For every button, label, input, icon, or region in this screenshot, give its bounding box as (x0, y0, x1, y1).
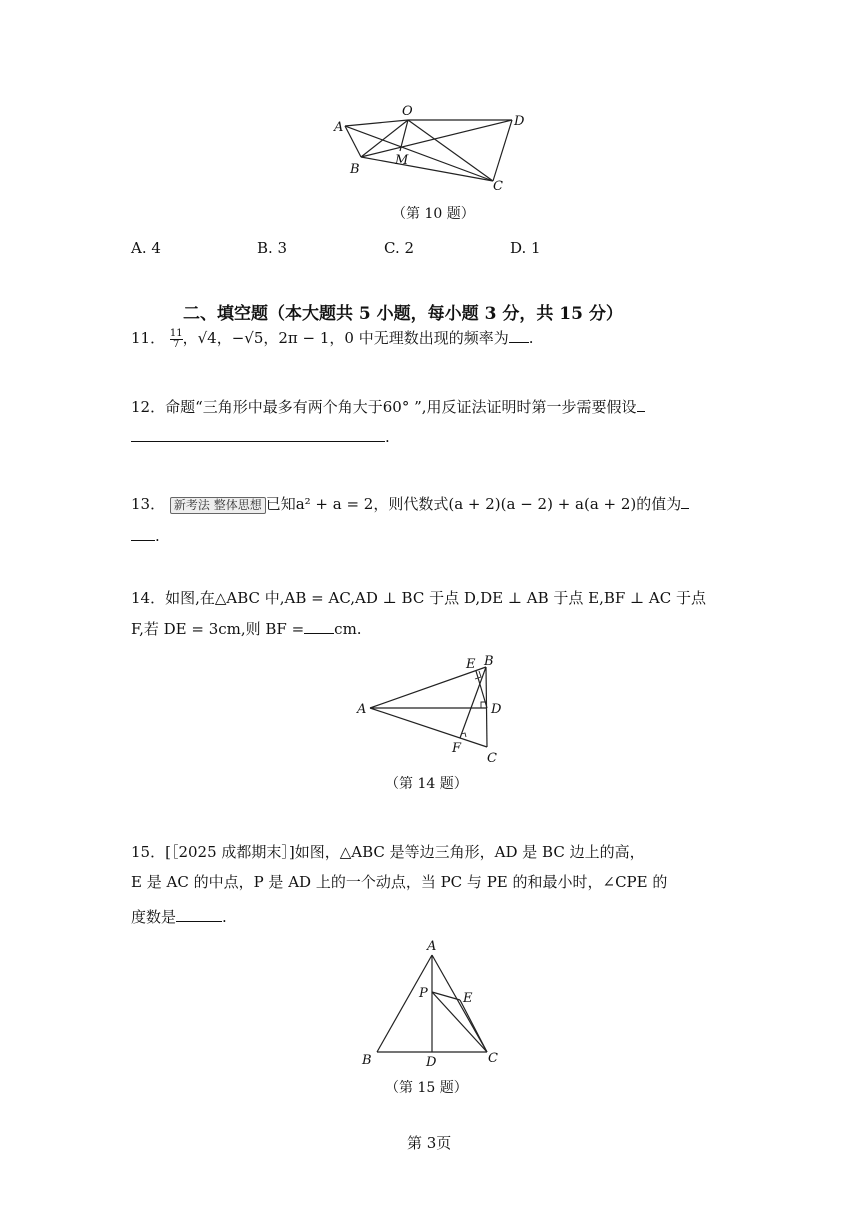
fig14-label-D: D (491, 702, 502, 717)
fig15-label-C: C (488, 1051, 498, 1066)
fig15-label-A: A (427, 939, 437, 954)
q14-answer-blank[interactable] (304, 619, 334, 634)
fig14-caption: （第 14 题） (385, 776, 468, 792)
fig10-caption: （第 10 题） (392, 206, 475, 222)
q10-option-b: B. 3 (257, 239, 288, 257)
q13-line2: . (131, 526, 160, 546)
q13-answer-blank-1[interactable] (681, 494, 689, 509)
q11-text: ，√4，−√5，2π − 1，0 中无理数出现的频率为 (182, 329, 509, 347)
question-11: 11． $\frac{11}{7}$ ，√4，−√5，2π − 1，0 中无理数出现的频率为 . (131, 327, 534, 350)
fig10-label-C: C (493, 179, 503, 194)
q13-number: 13． (131, 495, 166, 513)
q12-number: 12． (131, 398, 166, 416)
q15-line1: [［2025 成都期末］]如图，△ABC 是等边三角形，AD 是 BC 边上的高， (165, 843, 645, 861)
q11-number: 11． (131, 329, 166, 347)
q12-text: 命题“三角形中最多有两个角大于60° ”,用反证法证明时第一步需要假设 (165, 398, 637, 416)
question-13 (131, 494, 689, 514)
q12-answer-blank-2[interactable] (131, 427, 385, 442)
fig14-label-A: A (357, 702, 367, 717)
fig14-label-B: B (484, 654, 494, 669)
fig14-label-C: C (487, 751, 497, 765)
q15-line2: E 是 AC 的中点，P 是 AD 上的一个动点，当 PC 与 PE 的和最小时，∠CPE 的 (131, 873, 668, 891)
q14-line1: 如图,在△ABC 中,AB = AC,AD ⊥ BC 于点 D,DE ⊥ AB 于点 E,BF ⊥ AC 于点 (165, 589, 707, 607)
q11-fraction: $\frac{11}{7}$ (169, 327, 183, 350)
q10-option-d: D. 1 (510, 239, 541, 257)
question-15 (131, 842, 645, 862)
fig10-label-A: A (334, 120, 344, 135)
q12-line2: . (131, 427, 390, 447)
q10-option-c: C. 2 (384, 239, 415, 257)
fig15-label-P: P (419, 986, 428, 1001)
q14-line2: F,若 DE = 3cm,则 BF = cm. (131, 620, 362, 638)
figure-14 (350, 650, 510, 765)
q15-answer-blank[interactable] (176, 907, 222, 922)
q14-number: 14． (131, 589, 166, 607)
fig15-label-B: B (362, 1053, 372, 1068)
figure-15 (355, 935, 505, 1075)
q13-badge: 新考法 整体思想 (170, 497, 266, 514)
page-number: 第 3页 (407, 1134, 452, 1152)
question-12 (131, 397, 645, 417)
fig10-label-B: B (350, 162, 360, 177)
figure-10 (330, 100, 530, 195)
q11-answer-blank[interactable] (509, 328, 529, 343)
fig14-label-E: E (466, 657, 476, 672)
q13-text: 已知a² + a = 2，则代数式(a + 2)(a − 2) + a(a + 2)的值为 (265, 495, 682, 513)
q12-answer-blank-1[interactable] (637, 397, 645, 412)
fig10-label-D: D (514, 114, 525, 129)
question-14 (131, 588, 706, 608)
fig10-label-M: M (395, 153, 409, 168)
fig15-caption: （第 15 题） (385, 1080, 468, 1096)
q15-line3: 度数是 . (131, 908, 227, 926)
fig14-label-F: F (452, 741, 462, 756)
section-title: 二、填空题（本大题共 5 小题，每小题 3 分，共 15 分） (183, 304, 623, 324)
fig15-label-D: D (426, 1055, 437, 1070)
q15-number: 15． (131, 843, 166, 861)
fig15-label-E: E (463, 991, 473, 1006)
fig10-label-O: O (402, 104, 413, 119)
q13-answer-blank-2[interactable] (131, 526, 155, 541)
q10-option-a: A. 4 (131, 239, 161, 257)
